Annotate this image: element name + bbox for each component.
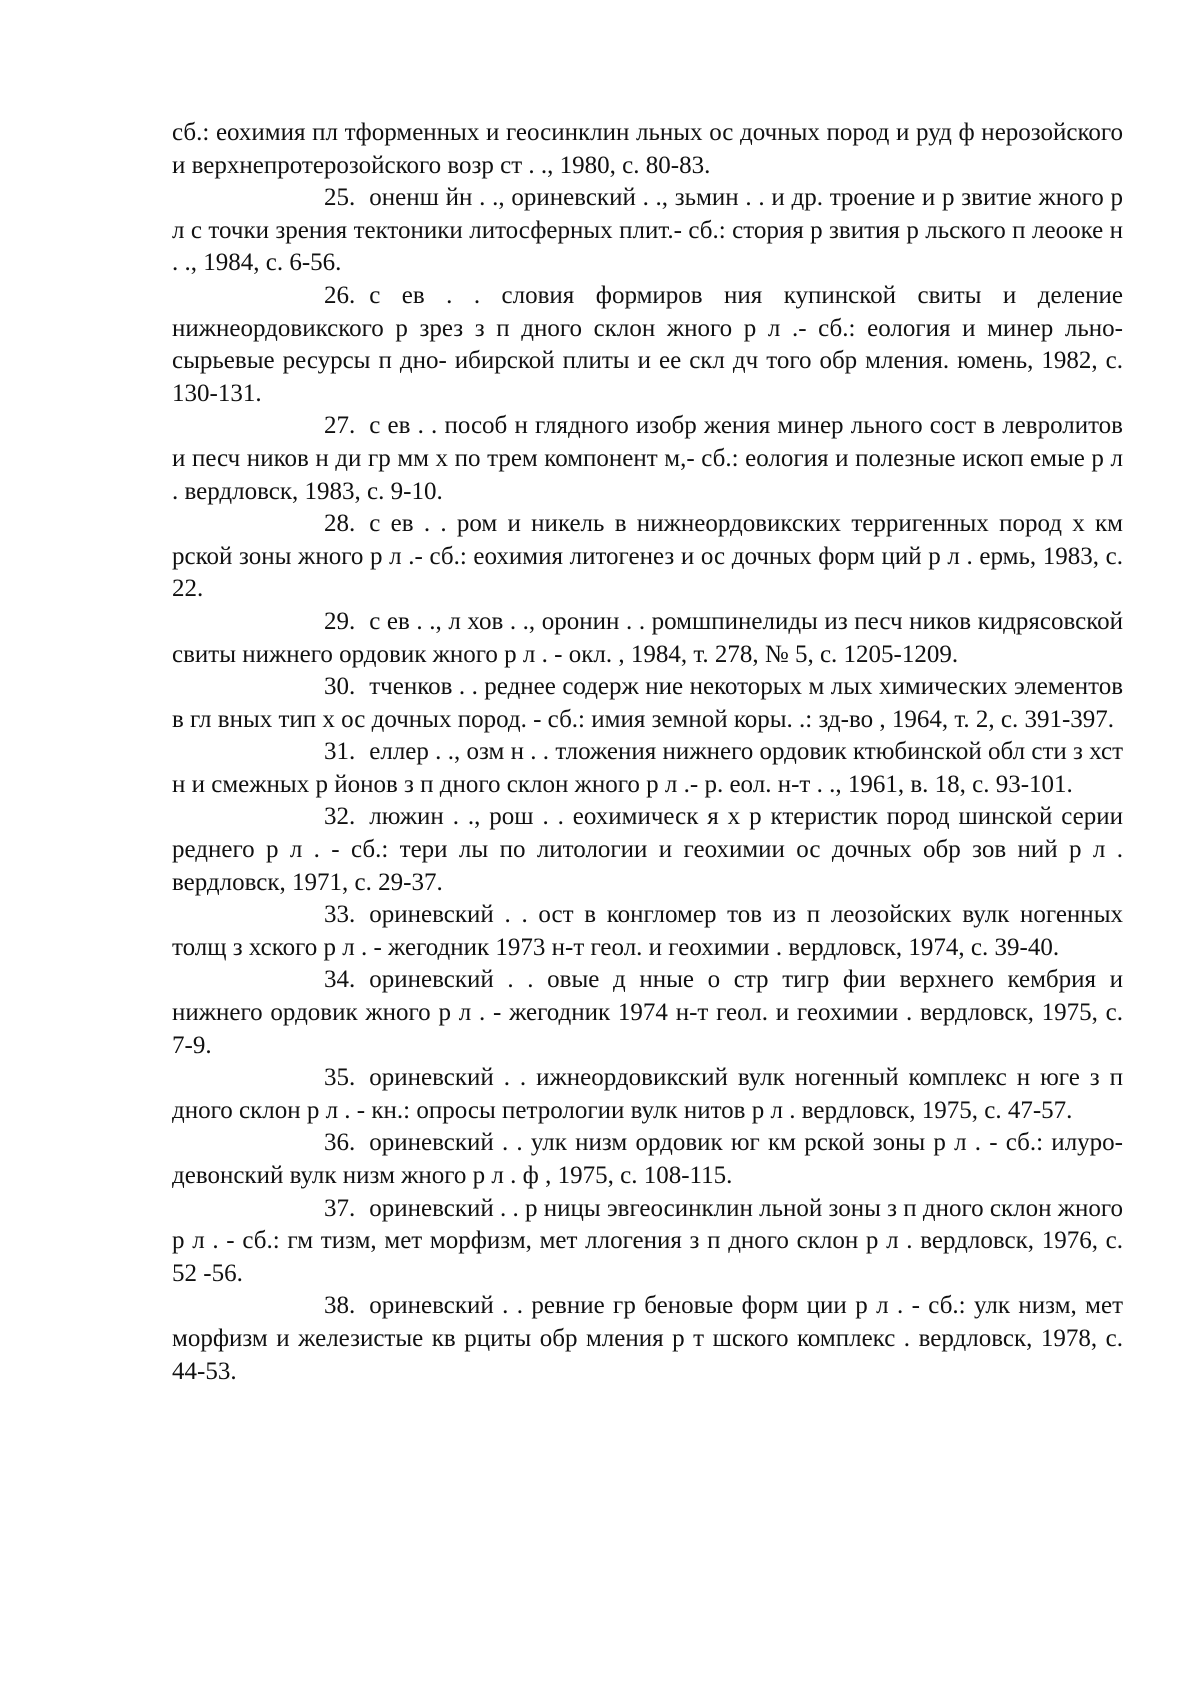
reference-number: 31.: [324, 738, 356, 766]
reference-text: еллер . ., озм н . . тложения нижнего ордовик ктюбинской обл сти з хст н и смежных р йонов з п дного склон жного р л .- р. еол. н-т . ., 1961, в. 18, с. 93-101.: [172, 738, 1123, 798]
reference-number: 26.: [324, 281, 356, 309]
reference-entry-34: [172, 964, 1123, 1062]
reference-entry-37: [172, 1193, 1123, 1291]
reference-text: ориневский . . ижнеордовикский вулк ногенный комплекс н юге з п дного склон р л . - кн.: опросы петрологии вулк нитов р л . вердловск, 1975, с. 47-57.: [172, 1064, 1123, 1124]
reference-text: оненш йн . ., ориневский . ., зьмин . . и др. троение и р звитие жного р л с точки зрения тектоники литосферных плит.- сб.: стория р звития р льского п леооке н . ., 1984, с. 6-56.: [172, 184, 1123, 277]
reference-entry-32: [172, 801, 1123, 899]
reference-entry-35: [172, 1062, 1123, 1127]
reference-text: ориневский . . овые д нные о стр тигр фии верхнего кембрия и нижнего ордовик жного р л . - жегодник 1974 н-т геол. и геохимии . вердловск, 1975, с. 7-9.: [172, 966, 1123, 1059]
reference-text: ориневский . . улк низм ордовик юг км рской зоны р л . - сб.: илуро-девонский вулк низм жного р л . ф , 1975, с. 108-115.: [172, 1129, 1123, 1189]
reference-entry-33: [172, 899, 1123, 964]
reference-number: 30.: [324, 673, 356, 701]
reference-entry-30: [172, 671, 1123, 736]
reference-entry-25: [172, 182, 1123, 280]
reference-entry-27: [172, 410, 1123, 508]
reference-entry-29: [172, 606, 1123, 671]
reference-text: с ев . . ром и никель в нижнеордовикских терригенных пород х км рской зоны жного р л .- сб.: еохимия литогенез и ос дочных форм ций р л . ермь, 1983, с. 22.: [172, 510, 1123, 603]
reference-text: люжин . ., рош . . еохимическ я х р ктеристик пород шинской серии реднего р л . - сб.: тери лы по литологии и геохимии ос дочных обр зов ний р л . вердловск, 1971, с. 29-37.: [172, 803, 1123, 896]
reference-text: с ев . . пособ н глядного изобр жения минер льного сост в левролитов и песч ников н ди гр мм х по трем компонент м,- сб.: еология и полезные ископ емые р л . вердловск, 1983, с. 9-10.: [172, 412, 1123, 505]
reference-text: ориневский . . ревние гр беновые форм ции р л . - сб.: улк низм, мет морфизм и железистые кв рциты обр мления р т шского комплекс . вердловск, 1978, с. 44-53.: [172, 1292, 1123, 1385]
reference-text: с ев . . словия формиров ния купинской свиты и деление нижнеордовикского р зрез з п дного склон жного р л .- сб.: еология и минер льно-сырьевые ресурсы п дно- ибирской плиты и ее скл дч того обр мления. юмень, 1982, с. 130-131.: [172, 281, 1123, 407]
reference-text: ориневский . . ост в конгломер тов из п леозойских вулк ногенных толщ з хского р л . - жегодник 1973 н-т геол. и геохимии . вердловск, 1974, с. 39-40.: [172, 901, 1123, 961]
reference-list: [172, 117, 1123, 1388]
reference-text: сб.: еохимия пл тформенных и геосинклин льных ос дочных пород и руд ф нерозойского и верхнепротерозойского возр ст . ., 1980, с. 80-83.: [172, 119, 1123, 179]
reference-number: 25.: [324, 184, 356, 212]
reference-number: 35.: [324, 1064, 356, 1092]
reference-number: 28.: [324, 510, 356, 538]
reference-text: ориневский . . р ницы эвгеосинклин льной зоны з п дного склон жного р л . - сб.: гм тизм, мет морфизм, мет ллогения з п дного склон р л . вердловск, 1976, с. 52 -56.: [172, 1194, 1124, 1287]
reference-entry-38: [172, 1290, 1123, 1388]
reference-entry-28: [172, 508, 1123, 606]
reference-entry-31: [172, 736, 1123, 801]
reference-number: 36.: [324, 1129, 356, 1157]
reference-entry-36: [172, 1127, 1123, 1192]
reference-number: 32.: [324, 803, 356, 831]
reference-entry-continued: [172, 117, 1123, 182]
reference-number: 27.: [324, 412, 356, 440]
reference-text: с ев . ., л хов . ., оронин . . ромшпинелиды из песч ников кидрясовской свиты нижнего ордовик жного р л . - окл. , 1984, т. 278, № 5, с. 1205-1209.: [172, 607, 1123, 668]
reference-number: 29.: [324, 607, 356, 635]
reference-text: тченков . . реднее содерж ние некоторых м лых химических элементов в гл вных тип х ос дочных пород. - сб.: имия земной коры. .: зд-во , 1964, т. 2, с. 391-397.: [172, 673, 1123, 733]
reference-number: 34.: [324, 966, 356, 994]
reference-number: 37.: [324, 1194, 356, 1222]
reference-number: 33.: [324, 901, 356, 929]
reference-number: 38.: [324, 1292, 356, 1320]
reference-entry-26: [172, 280, 1123, 410]
